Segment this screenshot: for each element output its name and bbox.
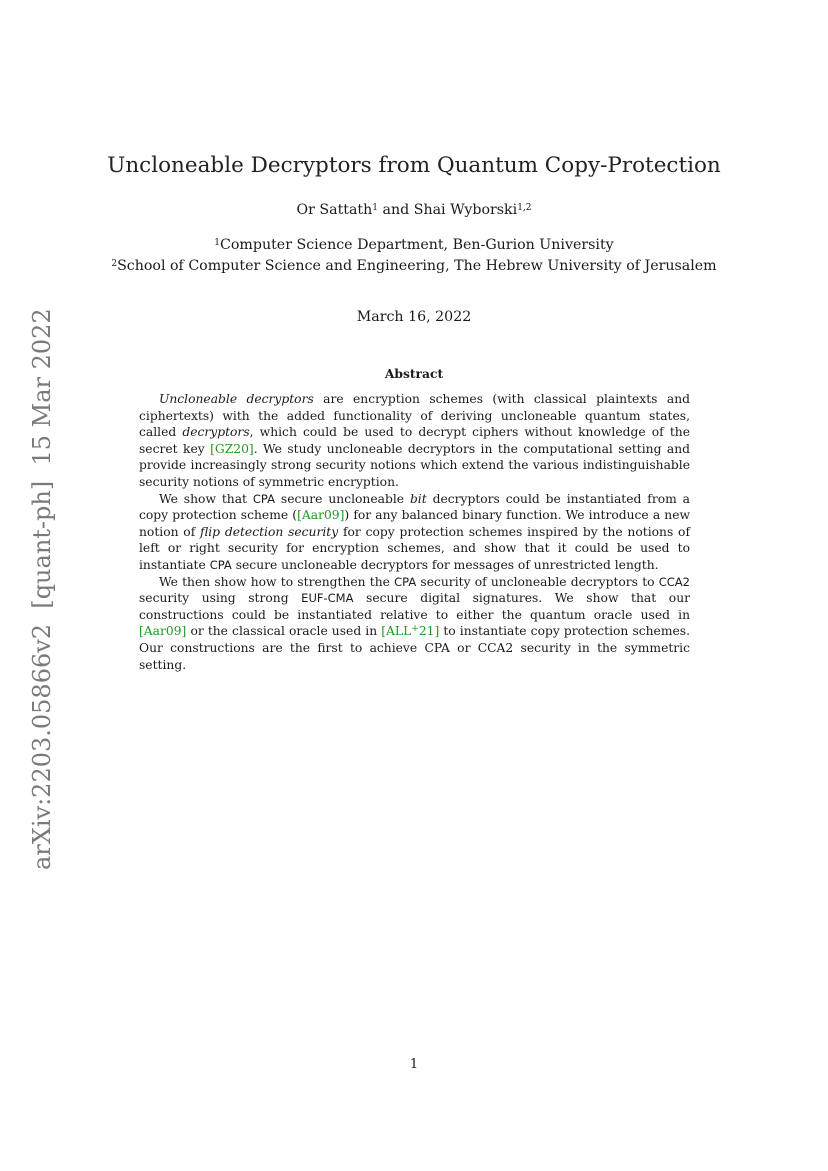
- abstract-paragraph-3: [139, 574, 690, 674]
- emphasis: decryptors: [182, 425, 250, 440]
- security-notion: CPA: [209, 557, 232, 572]
- security-notion: CCA2: [658, 574, 690, 589]
- abstract-heading: Abstract: [384, 366, 444, 381]
- text: We show that: [159, 491, 253, 506]
- abstract-paragraph-2: [139, 491, 690, 574]
- text: We then show how to strengthen the: [159, 574, 395, 589]
- text: for copy protection schemes inspired by the notions of left or right security for encryption schemes, and show that it could be used to instantiate: [139, 524, 690, 572]
- affiliation-text: Computer Science Department, Ben-Gurion University: [220, 237, 614, 253]
- abstract-paragraph-1: [139, 391, 690, 491]
- author-list: [0, 202, 828, 218]
- affiliation-1: [0, 237, 828, 253]
- emphasis: Uncloneable decryptors: [159, 392, 314, 406]
- author-affiliation-marker: 1,2: [517, 202, 532, 213]
- citation-link[interactable]: [GZ20]: [210, 441, 254, 456]
- text: , which could be used to decrypt ciphers without knowledge of the secret key: [139, 425, 690, 456]
- author-affiliation-marker: 1: [372, 202, 379, 213]
- text: are encryption schemes (with classical plaintexts and ciphertexts) with the added functionality of deriving uncloneable quantum states, called: [139, 392, 690, 440]
- text: secure digital signatures. We show that our constructions could be instantiated relative to either the quantum oracle used in: [139, 591, 690, 622]
- text: secure uncloneable decryptors for messages of unrestricted length.: [231, 557, 659, 572]
- arxiv-identifier: arXiv:2203.05866v2 [quant-ph] 15 Mar 2022: [28, 308, 56, 870]
- security-notion: CPA: [394, 574, 417, 589]
- affiliation-marker: 1: [214, 237, 221, 248]
- text: security of uncloneable decryptors to: [416, 574, 659, 589]
- text: . We study uncloneable decryptors in the computational setting and provide increasingly strong security notions which extend the various indistinguishable security notions of symmetric encryption.: [139, 441, 690, 489]
- text: ) for any balanced binary function. We introduce a new notion of: [139, 508, 690, 539]
- citation-link[interactable]: [Aar09]: [139, 624, 187, 639]
- paper-date: March 16, 2022: [356, 309, 472, 325]
- affiliation-2: [0, 258, 828, 274]
- text: security using strong: [139, 591, 302, 606]
- author-name: Shai Wyborski: [413, 202, 518, 218]
- text: secure uncloneable: [275, 491, 410, 506]
- author-conjunction: and: [378, 202, 414, 218]
- abstract-body: [139, 391, 690, 673]
- author-name: Or Sattath: [296, 202, 373, 218]
- emphasis: bit: [409, 491, 427, 506]
- security-notion: EUF-CMA: [301, 591, 354, 606]
- citation-superscript: +: [411, 624, 419, 635]
- page-number: 1: [409, 1057, 419, 1072]
- text: to instantiate copy protection schemes. Our constructions are the first to achieve CPA or CCA2 security in the symmetric setting.: [139, 624, 690, 672]
- citation-part: [ALL: [381, 624, 412, 639]
- affiliation-text: School of Computer Science and Engineering, The Hebrew University of Jerusalem: [117, 258, 717, 274]
- security-notion: CPA: [252, 491, 276, 506]
- affiliation-marker: 2: [111, 258, 118, 269]
- text: decryptors could be instantiated from a copy protection scheme (: [139, 491, 690, 523]
- citation-link[interactable]: [381, 624, 439, 638]
- text: or the classical oracle used in: [186, 624, 382, 639]
- citation-link[interactable]: [Aar09]: [297, 508, 345, 523]
- emphasis: flip detection security: [200, 524, 339, 539]
- paper-title: Uncloneable Decryptors from Quantum Copy-Protection: [107, 153, 721, 178]
- citation-part: 21]: [418, 624, 440, 639]
